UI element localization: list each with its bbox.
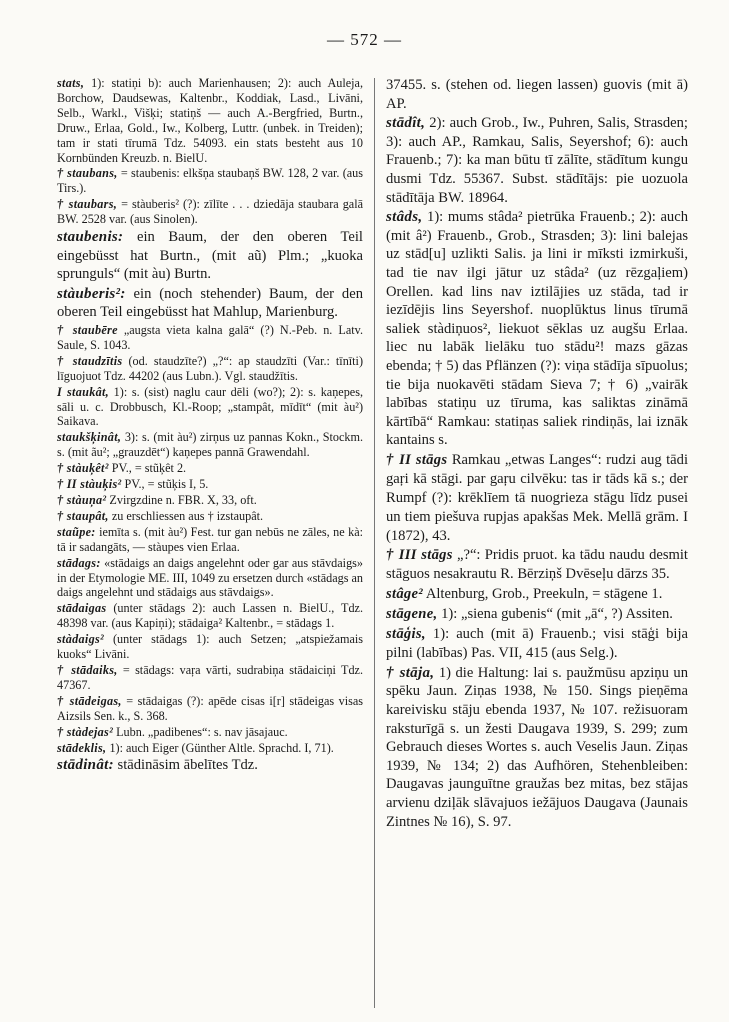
- entry-headword: staukšķinât,: [57, 430, 122, 445]
- dictionary-entry: [57, 285, 363, 322]
- dictionary-entry: [57, 525, 363, 555]
- entry-headword: stāgene,: [386, 606, 438, 623]
- dictionary-entry: [57, 461, 363, 476]
- dictionary-entry: [57, 76, 363, 165]
- entry-headword: † II stāgs: [386, 451, 448, 468]
- entry-headword: † stādaiks,: [57, 662, 118, 677]
- entry-text: stādināsim ābelītes Tdz.: [117, 757, 258, 774]
- entry-headword: † stàuņa²: [57, 493, 107, 507]
- entry-text: Zvirgzdine n. FBR. X, 33, oft.: [109, 493, 257, 507]
- dictionary-entry: [386, 664, 688, 831]
- entry-text: (unter stādags 2): auch Lassen n. BielU., Tdz. 48398 var. (aus Kapiņi); stādaiga² Kaltenbr., = stādags 1.: [57, 601, 363, 631]
- dictionary-entry: [57, 197, 363, 227]
- dictionary-entry: [386, 585, 688, 604]
- entry-headword: † staubars,: [57, 197, 118, 212]
- entry-text: iemīta s. (mit àu²) Fest. tur gan nebūs ne zāles, ne kà: tā ir sadangāts, — stàupes vien Erlaa.: [57, 524, 363, 554]
- entry-headword: stâge²: [386, 586, 423, 603]
- entry-text: 1): auch Eiger (Günther Altle. Sprachd. I, 71).: [109, 740, 334, 755]
- dictionary-entry: [57, 663, 363, 693]
- dictionary-entry: [57, 632, 363, 662]
- dictionary-entry: [57, 756, 363, 775]
- entry-headword: stādinât:: [57, 757, 114, 774]
- entry-text: Lubn. „padibenes“: s. nav jāsajauc.: [116, 724, 288, 739]
- entry-text: PV., = stũķis I, 5.: [124, 477, 209, 492]
- entry-headword: † II stàuķis²: [57, 477, 122, 492]
- entry-text: (od. staudzīte?) „?“: ap staudzīti (Var.: tīnīti) līguojuot Tdz. 44202 (aus Lubn.). Vgl. staudžītis.: [57, 353, 364, 383]
- dictionary-entry: [57, 166, 363, 196]
- entry-headword: stats,: [57, 76, 85, 90]
- dictionary-entry: [386, 76, 688, 113]
- dictionary-entry: [57, 493, 363, 508]
- dictionary-entry: [386, 546, 688, 584]
- entry-text: 2): auch Grob., Iw., Puhren, Salis, Strasden; 3): auch AP., Ramkau, Salis, Seyershof; 6): auch Frauenb.; 7): ka man būtu tī zālīte, stādītum kungu dusmi Tdz. 55367. Subst. stādītājs: pie uozuola stādītāja BW. 18964.: [386, 115, 688, 206]
- entry-headword: † stādeigas,: [57, 693, 122, 708]
- entry-text: „?“: Pridis pruot. ka tādu naudu desmit stāguos nesakrautu R. Bērziņš Dvēseļu dārzs 35.: [386, 547, 688, 583]
- entry-headword: † staupât,: [57, 508, 109, 523]
- entry-text: „augsta vieta kalna galā“ (?) N.-Peb. n. Latv. Saule, S. 1043.: [57, 323, 363, 352]
- entry-text: Ramkau „etwas Langes“: rudzi aug tādi gaŗi kā stāgi. par gaŗu cilvēku: tas ir tāds kā s.; der Rumpf (?): krēklīem tā nuogrieza stāgu līdz pusei un tiem piešuva rupjas apakšas Mek. Mellā grām. I (1872), 43.: [386, 451, 688, 544]
- entry-text: = stādaigas (?): apēde cisas i[r] stādeigas visas Aizsils Sen. k., S. 368.: [57, 693, 363, 723]
- entry-text: 1): „siena gubenis“ (mit „ā“, ?) Assiten.: [441, 606, 673, 623]
- entry-text: (unter stādags 1): auch Setzen; „atspiežamais kuoks“ Livāni.: [57, 632, 364, 662]
- dictionary-entry: [57, 725, 363, 740]
- entry-headword: † stàuķêt²: [57, 461, 109, 476]
- entry-headword: stāģis,: [386, 626, 426, 643]
- entry-headword: stàuberis²:: [57, 285, 126, 302]
- entry-headword: † staubēre: [57, 323, 118, 338]
- entry-text: 3): s. (mit àu²) zirņus uz pannas Kokn., Stockm. s. (mit ãu²; „grauzdēt“) kaņepes pannā Grawendahl.: [57, 430, 363, 460]
- column-divider: [374, 78, 375, 1008]
- entry-headword: stādags:: [57, 555, 101, 570]
- dictionary-entry: [57, 509, 363, 524]
- right-column: [386, 76, 688, 832]
- dictionary-entry: [57, 354, 363, 384]
- dictionary-entry: [57, 385, 363, 430]
- dictionary-entry: [57, 601, 363, 631]
- dictionary-entry: [57, 477, 363, 492]
- left-column: [57, 76, 363, 776]
- entry-text: 1): s. (sist) naglu caur dēli (wo?); 2): s. kaņepes, sāli u. c. Drobbusch, Kl.-Roop; „stampât, mīdīt“ (mit àu²) Saikava.: [57, 384, 363, 429]
- dictionary-entry: [57, 430, 363, 460]
- entry-headword: † staubans,: [57, 166, 118, 181]
- entry-text: ein Baum, der den oberen Teil eingebüsst hat Burtn., (mit aũ) Plm.; „kuoka sprunguls“ (mit àu) Burtn.: [57, 229, 363, 283]
- dictionary-entry: [57, 694, 363, 724]
- dictionary-entry: [386, 451, 688, 546]
- entry-text: «stādaigs an daigs angelehnt oder gar aus stāvdaigs» in der Etymologie ME. III, 1049 zu ersetzen durch «stādags an daigs angelehnt und stādaigs aus stāvdaigs».: [57, 555, 364, 600]
- entry-text: = staubenis: elkšņa staubaņš BW. 128, 2 var. (aus Tirs.).: [57, 166, 364, 196]
- dictionary-entry: [57, 228, 363, 284]
- dictionary-entry: [57, 556, 363, 601]
- dictionary-entry: [386, 605, 688, 624]
- entry-headword: † staudzītis: [57, 353, 123, 368]
- entry-text: PV., = stũķêt 2.: [111, 461, 187, 476]
- dictionary-entry: [57, 323, 363, 353]
- entry-headword: † stāja,: [386, 664, 435, 681]
- page-number: — 572 —: [327, 30, 402, 49]
- entry-text: 1) die Haltung: lai s. paužmūsu apziņu un spēku Jaun. Ziņas 1938, № 150. Sings pieņēma kareivisku stāju ebenda 1937, № 107. režisuoram raksturīgā s. un žesti Daugava 1939, S. 299; zum Gebrauch dieses Wortes s. auch Veselis Jaun. Ziņas 1939, № 134; 2) das Aufhören, Stehenbleiben: Daugavas jaunguītne graužas bez mitas, bez stājas arvienu dziļāk slāvajuos iežājuos Daugava (Jaunais Zintnes № 16), S. 97.: [386, 664, 688, 830]
- entry-headword: stādaigas: [57, 601, 107, 616]
- entry-headword: stâds,: [386, 209, 423, 226]
- dictionary-entry: [386, 625, 688, 663]
- entry-text: 1): auch (mit ā) Frauenb.; visi stāģi bija pilni (labības) Pas. VII, 415 (aus Selg.).: [386, 626, 688, 661]
- entry-headword: stàdaigs²: [57, 632, 104, 647]
- dictionary-entry: [386, 208, 688, 450]
- entry-text: Altenburg, Grob., Preekuln, = stāgene 1.: [425, 586, 663, 603]
- entry-text: 1): mums stâda² pietrūka Frauenb.; 2): auch (mit â²) Frauenb., Grob., Strasden; 3): lini balejas uz stād[u] uzlikti Salis. ja lini ir mīksti izmirkuši, tad tie nav ilgi jātur uz stâda² (uz rēzgaļiem) Orellen. kad lins nav iztilājies uz stāda, tad ir iezīdējis lins Seyershof. nuoplūktus linus tīrumā saliek stàdiņuos², liekuot sēklas uz augšu Erlaa. liec nu labāk lielāku tuo stādu²! mazs gāzas ebenda; † 5) das Pflänzen (?): viņa stādīja sīpuolus; tie bija nuokavēti stādam Sieva 7; † 6) „vairāk labības statiņu uz tīruma, kas saliktas zināmā kārtībā“ Ramkau: statiņas saliek rindiņās, lai iznāk kantains s.: [386, 209, 688, 449]
- entry-headword: stādeklis,: [57, 740, 107, 755]
- dictionary-entry: [57, 741, 363, 756]
- dictionary-entry: [386, 114, 688, 207]
- entry-text: 37455. s. (stehen od. liegen lassen) guovis (mit ā) AP.: [386, 77, 688, 112]
- entry-text: zu erschliessen aus † izstaupât.: [111, 508, 264, 523]
- entry-headword: I staukât,: [57, 384, 110, 399]
- entry-headword: stādît,: [386, 115, 426, 132]
- entry-headword: staubenis:: [57, 229, 124, 246]
- entry-text: ein (noch stehender) Baum, der den oberen Teil eingebüsst hat Mahlup, Marienburg.: [57, 285, 363, 321]
- entry-text: = stādags: vaŗa vārti, sudrabiņa stādaiciņi Tdz. 47367.: [57, 662, 363, 692]
- entry-headword: † stàdejas²: [57, 724, 114, 739]
- entry-headword: † III stāgs: [386, 547, 453, 564]
- entry-text: 1): statiņi b): auch Marienhausen; 2): auch Auleja, Borchow, Daudsewas, Kaltenbr., Koddiak, Lasd., Livāni, Selb., Warkl., Višķi; statiņš — auch A.-Bergfried, Burtn., Druw., Erlaa, Gold., Iw., Kolberg, Luttr. (unbek. in Treiden); tam ir stati tīrumā Tdz. 54093. ein stats besteht aus 10 Kornbünden Kreuzb. n. BielU.: [57, 76, 364, 165]
- entry-headword: staũpe:: [57, 524, 96, 539]
- entry-text: = stàuberis² (?): zīlīte . . . dziedāja staubara galā BW. 2528 var. (aus Sinolen).: [57, 197, 363, 227]
